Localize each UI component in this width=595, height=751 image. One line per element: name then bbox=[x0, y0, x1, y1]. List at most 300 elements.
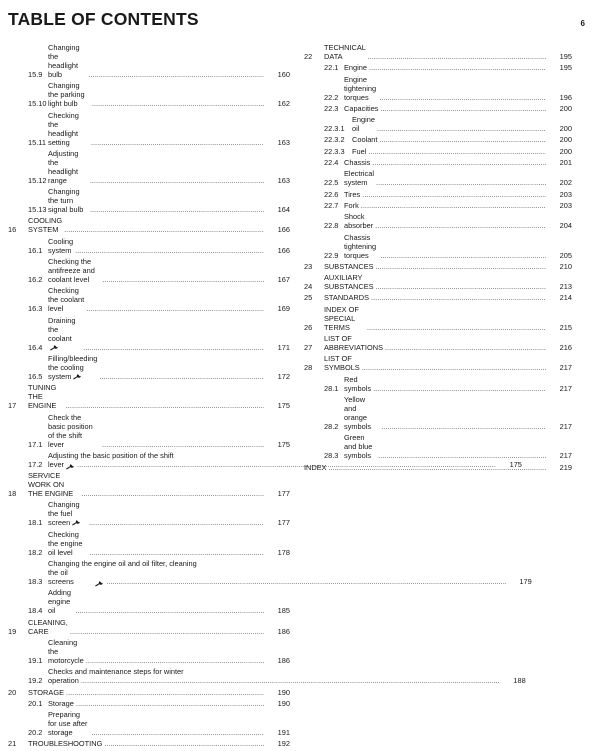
leader-dots bbox=[367, 323, 546, 332]
toc-entry-title-text: Filling/bleeding the cooling system bbox=[48, 353, 98, 381]
toc-entry-title bbox=[324, 293, 369, 302]
toc-entry-title bbox=[48, 316, 81, 352]
toc-entry[interactable] bbox=[304, 463, 572, 472]
toc-entry-title bbox=[344, 158, 370, 167]
toc-entry-number: 16.1 bbox=[28, 245, 43, 255]
toc-entry[interactable] bbox=[304, 190, 572, 199]
toc-entry-title-text: Checking the antifreeze and coolant level bbox=[48, 257, 95, 285]
toc-entry-page: 186 bbox=[277, 626, 290, 636]
toc-entry-title-line2-wrap bbox=[48, 568, 508, 586]
toc-entry[interactable] bbox=[304, 233, 572, 260]
toc-entry-title-text: Fork bbox=[344, 200, 359, 210]
toc-entry-page: 167 bbox=[277, 275, 290, 285]
leader-dots bbox=[83, 343, 264, 352]
toc-entry-page: 177 bbox=[277, 489, 290, 499]
toc-entry-title bbox=[344, 104, 379, 113]
leader-dots bbox=[91, 728, 264, 737]
toc-entry-number: 16 bbox=[8, 225, 17, 235]
toc-entry-number: 18.1 bbox=[28, 518, 43, 528]
toc-entry-number: 16.4 bbox=[28, 342, 43, 352]
toc-entry-number: 22.3 bbox=[324, 103, 339, 113]
toc-entry[interactable] bbox=[8, 618, 290, 636]
toc-entry[interactable] bbox=[304, 395, 572, 431]
toc-entry[interactable] bbox=[8, 216, 290, 234]
toc-entry[interactable] bbox=[304, 273, 572, 291]
leader-dots bbox=[372, 158, 546, 167]
leader-dots bbox=[376, 282, 546, 291]
wrench-icon bbox=[72, 519, 81, 525]
toc-entry-title bbox=[48, 237, 73, 255]
toc-entry-number: 21 bbox=[8, 739, 17, 749]
page-number: 6 bbox=[580, 19, 585, 28]
page-title: TABLE OF CONTENTS bbox=[8, 9, 199, 29]
leader-dots bbox=[90, 176, 264, 185]
toc-entry-title bbox=[48, 638, 84, 665]
toc-entry-title bbox=[344, 201, 359, 210]
toc-entry-title bbox=[352, 115, 375, 133]
toc-entry-title bbox=[352, 147, 366, 156]
toc-entry-title-text: Checking the headlight setting bbox=[48, 110, 79, 147]
toc-entry-title-text: Changing the headlight bulb bbox=[48, 43, 80, 79]
toc-entry[interactable] bbox=[304, 433, 572, 460]
toc-entry-title bbox=[344, 75, 377, 102]
toc-entry-page: 201 bbox=[559, 158, 572, 168]
toc-entry-page: 204 bbox=[559, 221, 572, 231]
toc-entry-title-text: Engine bbox=[344, 63, 368, 73]
toc-entry[interactable] bbox=[304, 334, 572, 352]
toc-entry-title-text: Shock absorber bbox=[344, 212, 374, 231]
leader-dots bbox=[92, 99, 264, 108]
toc-entry-title-text: Engine tightening torques bbox=[344, 74, 377, 102]
toc-entry[interactable] bbox=[8, 316, 290, 352]
toc-entry-title-line1: Checks and maintenance steps for winter bbox=[48, 667, 184, 677]
toc-entry-title-line2: operation bbox=[48, 676, 79, 686]
leader-dots bbox=[381, 104, 546, 113]
leader-dots bbox=[362, 363, 546, 372]
toc-entry-page: 219 bbox=[559, 462, 572, 472]
toc-entry-title-text: Checking the coolant level bbox=[48, 286, 85, 314]
leader-dots bbox=[104, 739, 264, 748]
toc-entry-title bbox=[344, 395, 379, 431]
leader-dots bbox=[368, 52, 546, 61]
leader-dots bbox=[102, 440, 264, 449]
toc-entry-page: 217 bbox=[559, 421, 572, 431]
toc-entry-title-text: Cleaning the motorcycle bbox=[48, 637, 84, 665]
toc-entry-page: 195 bbox=[559, 63, 572, 73]
toc-entry-page: 196 bbox=[559, 92, 572, 102]
toc-entry-number: 15.12 bbox=[28, 175, 47, 185]
toc-entry[interactable] bbox=[8, 237, 290, 255]
toc-entry-page: 203 bbox=[559, 200, 572, 210]
toc-entry-number: 22.2 bbox=[324, 92, 339, 102]
toc-entry-title-text: Green and blue symbols bbox=[344, 433, 373, 461]
toc-entry-page: 190 bbox=[277, 698, 290, 708]
leader-dots bbox=[91, 138, 264, 147]
toc-right-column bbox=[304, 43, 572, 474]
toc-entry[interactable] bbox=[8, 588, 290, 615]
toc-entry-number: 22.9 bbox=[324, 250, 339, 260]
toc-entry-title bbox=[48, 257, 100, 284]
toc-entry-page: 166 bbox=[277, 225, 290, 235]
toc-entry-title-text: Adjusting the headlight range bbox=[48, 148, 79, 185]
toc-entry-number: 26 bbox=[304, 322, 313, 332]
leader-dots bbox=[361, 201, 546, 210]
leader-dots bbox=[89, 70, 264, 79]
toc-entry-title-text: TUNING THE ENGINE bbox=[28, 383, 57, 411]
toc-entry-title bbox=[48, 286, 85, 313]
toc-entry[interactable] bbox=[8, 383, 290, 410]
leader-dots bbox=[76, 699, 264, 708]
toc-entry-number: 19.2 bbox=[28, 676, 43, 686]
toc-entry[interactable] bbox=[304, 354, 572, 372]
toc-entry-number: 22.3.2 bbox=[324, 135, 345, 145]
toc-entry[interactable] bbox=[8, 257, 290, 284]
leader-dots bbox=[377, 124, 546, 133]
leader-dots bbox=[381, 422, 546, 431]
toc-entry-title bbox=[344, 190, 360, 199]
toc-entry-page: 217 bbox=[559, 451, 572, 461]
toc-entry[interactable] bbox=[304, 75, 572, 102]
toc-entry-page: 163 bbox=[277, 175, 290, 185]
leader-dots bbox=[368, 147, 546, 156]
toc-entry-page: 214 bbox=[559, 293, 572, 303]
toc-entry-title bbox=[324, 43, 366, 61]
toc-entry-number: 24 bbox=[304, 282, 313, 292]
toc-entry-title bbox=[48, 413, 100, 449]
toc-entry-page: 195 bbox=[559, 52, 572, 61]
toc-entry-page: 185 bbox=[277, 606, 290, 616]
leader-dots bbox=[99, 372, 264, 381]
wrench-icon bbox=[73, 373, 82, 379]
toc-entry-title bbox=[48, 81, 90, 108]
toc-entry[interactable] bbox=[8, 81, 290, 108]
toc-entry[interactable] bbox=[8, 710, 290, 737]
toc-entry-page: 210 bbox=[559, 261, 572, 271]
toc-entry-page: 217 bbox=[559, 363, 572, 373]
toc-entry[interactable] bbox=[8, 530, 290, 557]
toc-entry-page: 213 bbox=[559, 282, 572, 292]
toc-entry[interactable] bbox=[304, 43, 572, 61]
toc-entry-number: 16.3 bbox=[28, 304, 43, 314]
toc-entry-page: 177 bbox=[277, 518, 290, 528]
toc-entry-title-text: Cooling system bbox=[48, 236, 74, 255]
toc-entry-page: 215 bbox=[559, 322, 572, 332]
toc-entry-title-line2: the oil screens bbox=[48, 568, 74, 587]
toc-entry-title-text: Changing the turn signal bulb bbox=[48, 187, 84, 215]
toc-entry-number: 22.7 bbox=[324, 200, 339, 210]
toc-entry-number: 28.1 bbox=[324, 383, 339, 393]
leader-dots bbox=[90, 205, 264, 214]
toc-entry-title-text: Changing the parking light bulb bbox=[48, 81, 85, 109]
toc-entry-number: 25 bbox=[304, 293, 313, 303]
toc-entry-title bbox=[28, 739, 102, 748]
toc-entry[interactable] bbox=[8, 187, 290, 214]
toc-entry[interactable] bbox=[304, 158, 572, 167]
toc-entry-page: 163 bbox=[277, 137, 290, 147]
leader-dots bbox=[371, 293, 546, 302]
toc-entry-title-text: Engine oil bbox=[352, 115, 376, 134]
toc-entry-title bbox=[344, 433, 376, 460]
toc-entry-title bbox=[48, 354, 97, 381]
toc-entry-title bbox=[48, 559, 508, 586]
toc-entry[interactable] bbox=[8, 149, 290, 185]
toc-entry-page: 217 bbox=[559, 383, 572, 393]
toc-entry[interactable] bbox=[304, 375, 572, 393]
toc-entry-page: 200 bbox=[559, 103, 572, 113]
toc-entry-page: 216 bbox=[559, 343, 572, 353]
toc-entry-title-text: Preparing for use after storage bbox=[48, 710, 88, 738]
leader-dots bbox=[89, 518, 264, 527]
toc-entry-title bbox=[48, 710, 89, 737]
toc-entry-number: 22.1 bbox=[324, 63, 339, 73]
toc-entry-title-text: Yellow and orange symbols bbox=[344, 394, 372, 431]
leader-dots bbox=[378, 451, 546, 460]
toc-entry-title-text: Chassis bbox=[344, 158, 371, 168]
toc-entry-title-text: SUBSTANCES bbox=[324, 261, 374, 271]
toc-entry-number: 15.9 bbox=[28, 70, 43, 79]
leader-dots bbox=[380, 251, 546, 260]
toc-entry-title bbox=[48, 588, 74, 615]
toc-entry[interactable] bbox=[304, 169, 572, 187]
toc-entry-number: 17.1 bbox=[28, 439, 43, 449]
toc-entry-number: 23 bbox=[304, 261, 313, 271]
toc-entry-page: 175 bbox=[277, 401, 290, 411]
toc-entry-page: 164 bbox=[277, 205, 290, 215]
wrench-icon bbox=[95, 580, 104, 586]
toc-entry[interactable] bbox=[8, 559, 532, 587]
toc-entry-title-text: Changing the fuel screen bbox=[48, 500, 80, 528]
toc-entry[interactable] bbox=[304, 104, 572, 113]
toc-entry-title-text: Checking the engine oil level bbox=[48, 529, 83, 557]
toc-entry-page: 171 bbox=[277, 342, 290, 352]
toc-entry-title-text: TROUBLESHOOTING bbox=[28, 739, 103, 749]
toc-entry-title bbox=[344, 212, 373, 230]
leader-dots bbox=[369, 63, 546, 72]
toc-entry-number: 17.2 bbox=[28, 459, 43, 469]
leader-dots bbox=[75, 246, 264, 255]
leader-dots bbox=[66, 401, 264, 410]
toc-entry-title bbox=[28, 471, 79, 498]
toc-entry[interactable] bbox=[304, 305, 572, 332]
toc-entry[interactable] bbox=[8, 739, 290, 748]
toc-entry-title bbox=[344, 63, 367, 72]
toc-entry[interactable] bbox=[8, 667, 526, 686]
toc-entry-title-line1: Adjusting the basic position of the shift bbox=[48, 450, 174, 460]
toc-entry-title-text: Coolant bbox=[352, 135, 378, 145]
leader-dots bbox=[87, 304, 264, 313]
toc-entry-title bbox=[48, 667, 502, 685]
toc-entry-page: 175 bbox=[277, 439, 290, 449]
toc-entry-title-text: CLEANING, CARE bbox=[28, 617, 68, 636]
leader-dots bbox=[64, 225, 264, 234]
toc-entry-number: 20 bbox=[8, 687, 17, 697]
toc-entry-number: 28.2 bbox=[324, 421, 339, 431]
toc-entry-title-text: INDEX OF SPECIAL TERMS bbox=[324, 304, 359, 332]
toc-entry-title-text: Draining the coolant bbox=[48, 315, 76, 343]
leader-dots bbox=[81, 676, 500, 685]
wrench-icon bbox=[50, 344, 59, 350]
toc-entry-number: 18.4 bbox=[28, 606, 43, 616]
leader-dots bbox=[373, 384, 546, 393]
toc-entry-title-text: COOLING SYSTEM bbox=[28, 216, 63, 235]
toc-entry-title-text: TECHNICAL DATA bbox=[324, 43, 366, 61]
toc-entry-title-text: Chassis tightening torques bbox=[344, 232, 377, 260]
toc-entry[interactable] bbox=[8, 286, 290, 313]
toc-entry-page: 202 bbox=[559, 178, 572, 188]
toc-entry-title-text: STANDARDS bbox=[324, 293, 370, 303]
toc-entry-title-text: Storage bbox=[48, 698, 74, 708]
toc-entry-title bbox=[48, 111, 89, 147]
toc-entry-page: 166 bbox=[277, 245, 290, 255]
toc-entry-page: 205 bbox=[559, 250, 572, 260]
leader-dots bbox=[376, 178, 546, 187]
toc-entry[interactable] bbox=[8, 699, 290, 708]
toc-entry-page: 200 bbox=[559, 146, 572, 156]
toc-entry[interactable] bbox=[304, 63, 572, 72]
toc-entry[interactable] bbox=[8, 111, 290, 147]
toc-entry-page: 186 bbox=[277, 655, 290, 665]
toc-entry[interactable] bbox=[8, 413, 290, 449]
toc-entry-title-text: Capacities bbox=[344, 103, 379, 113]
toc-entry-page: 162 bbox=[277, 99, 290, 109]
leader-dots bbox=[106, 577, 505, 586]
leader-dots bbox=[86, 656, 264, 665]
leader-dots bbox=[362, 190, 546, 199]
leader-dots bbox=[76, 606, 264, 615]
toc-entry-number: 16.5 bbox=[28, 371, 43, 381]
toc-entry[interactable] bbox=[304, 135, 572, 144]
leader-dots bbox=[81, 489, 264, 498]
toc-entry-page: 160 bbox=[277, 70, 290, 79]
toc-entry-title bbox=[304, 463, 327, 472]
toc-entry[interactable] bbox=[304, 147, 572, 156]
toc-entry-page: 172 bbox=[277, 371, 290, 381]
toc-entry[interactable] bbox=[304, 293, 572, 302]
leader-dots bbox=[376, 262, 546, 271]
toc-entry-number: 15.10 bbox=[28, 99, 47, 109]
toc-entry-number: 20.2 bbox=[28, 728, 43, 738]
toc-entry-title bbox=[48, 149, 88, 185]
toc-entry-number: 22.8 bbox=[324, 221, 339, 231]
toc-entry-title-text: AUXILIARY SUBSTANCES bbox=[324, 273, 374, 292]
toc-entry[interactable] bbox=[304, 262, 572, 271]
leader-dots bbox=[329, 463, 546, 472]
toc-entry-title-text: STORAGE bbox=[28, 687, 65, 697]
toc-entry-number: 19.1 bbox=[28, 655, 43, 665]
leader-dots bbox=[379, 93, 546, 102]
toc-entry-title-text: Red symbols bbox=[344, 374, 372, 393]
toc-entry-title bbox=[344, 375, 371, 393]
toc-entry-number: 22.6 bbox=[324, 189, 339, 199]
leader-dots bbox=[66, 688, 264, 697]
toc-entry-number: 22.4 bbox=[324, 158, 339, 168]
toc-entry[interactable] bbox=[304, 212, 572, 230]
toc-entry-title-text: SERVICE WORK ON THE ENGINE bbox=[28, 471, 74, 499]
toc-entry-number: 18 bbox=[8, 489, 17, 499]
leader-dots bbox=[70, 627, 264, 636]
toc-entry-number: 22.3.3 bbox=[324, 146, 345, 156]
toc-entry[interactable] bbox=[8, 43, 290, 79]
toc-entry-title-text: Tires bbox=[344, 189, 361, 199]
toc-entry[interactable] bbox=[8, 471, 290, 498]
toc-entry-number: 22.5 bbox=[324, 178, 339, 188]
toc-entry-title bbox=[344, 233, 378, 260]
toc-entry-number: 28.3 bbox=[324, 451, 339, 461]
toc-entry-title bbox=[28, 618, 68, 636]
toc-entry-title bbox=[28, 383, 64, 410]
toc-entry[interactable] bbox=[8, 500, 290, 527]
toc-entry-title bbox=[48, 699, 74, 708]
toc-entry-number: 15.11 bbox=[28, 137, 46, 147]
wrench-icon bbox=[66, 463, 75, 469]
toc-entry-page: 200 bbox=[559, 135, 572, 145]
toc-entry-title bbox=[48, 530, 87, 557]
toc-entry-title bbox=[324, 305, 365, 332]
toc-entry-title bbox=[324, 262, 374, 271]
toc-entry-page: 188 bbox=[513, 676, 526, 686]
toc-entry[interactable] bbox=[8, 688, 290, 697]
toc-entry-page: 203 bbox=[559, 189, 572, 199]
toc-entry-number: 22.3.1 bbox=[324, 124, 345, 134]
toc-entry-page: 190 bbox=[277, 687, 290, 697]
leader-dots bbox=[385, 343, 546, 352]
toc-entry-number: 19 bbox=[8, 626, 17, 636]
toc-entry-title-text: Fuel bbox=[352, 146, 367, 156]
toc-entry-page: 200 bbox=[559, 124, 572, 134]
toc-entry-title-line2-wrap bbox=[48, 676, 502, 685]
toc-entry-title bbox=[48, 43, 87, 79]
toc-entry[interactable] bbox=[304, 201, 572, 210]
toc-entry-title bbox=[48, 187, 88, 214]
toc-entry-title bbox=[48, 500, 87, 527]
leader-dots bbox=[102, 275, 264, 284]
toc-entry-number: 28 bbox=[304, 363, 313, 373]
toc-entry-title bbox=[352, 135, 377, 144]
toc-entry-page: 192 bbox=[277, 739, 290, 749]
toc-entry[interactable] bbox=[304, 115, 572, 133]
toc-entry-number: 18.2 bbox=[28, 547, 43, 557]
toc-entry-title bbox=[324, 273, 374, 291]
toc-entry-title bbox=[324, 354, 360, 372]
toc-entry-number: 15.13 bbox=[28, 205, 47, 215]
toc-entry-title bbox=[28, 688, 64, 697]
toc-entry-number: 27 bbox=[304, 343, 313, 353]
toc-entry-title-text: LIST OF SYMBOLS bbox=[324, 354, 360, 373]
toc-entry-page: 191 bbox=[277, 728, 290, 738]
leader-dots bbox=[89, 548, 264, 557]
leader-dots bbox=[375, 221, 546, 230]
toc-entry-title bbox=[344, 169, 374, 187]
toc-entry-number: 17 bbox=[8, 401, 17, 411]
leader-dots bbox=[379, 135, 546, 144]
toc-entry-title-text: Check the basic position of the shift lever bbox=[48, 412, 93, 449]
toc-entry-title bbox=[28, 216, 62, 234]
toc-entry-number: 22 bbox=[304, 52, 313, 61]
toc-entry-title-line1: Changing the engine oil and oil filter, cleaning bbox=[48, 559, 197, 569]
toc-entry-page: 178 bbox=[277, 547, 290, 557]
toc-entry-page: 175 bbox=[509, 459, 522, 469]
toc-entry-page: 169 bbox=[277, 304, 290, 314]
toc-entry-title bbox=[324, 334, 383, 352]
toc-entry-title-text: INDEX bbox=[304, 462, 327, 472]
toc-entry-page: 179 bbox=[519, 577, 532, 587]
toc-entry-title-text: LIST OF ABBREVIATIONS bbox=[324, 334, 384, 353]
toc-entry-number: 18.3 bbox=[28, 577, 43, 587]
toc-entry-number: 20.1 bbox=[28, 698, 43, 708]
toc-entry[interactable] bbox=[8, 638, 290, 665]
toc-entry-title-text: Adding engine oil bbox=[48, 588, 72, 616]
toc-entry[interactable] bbox=[8, 354, 290, 381]
